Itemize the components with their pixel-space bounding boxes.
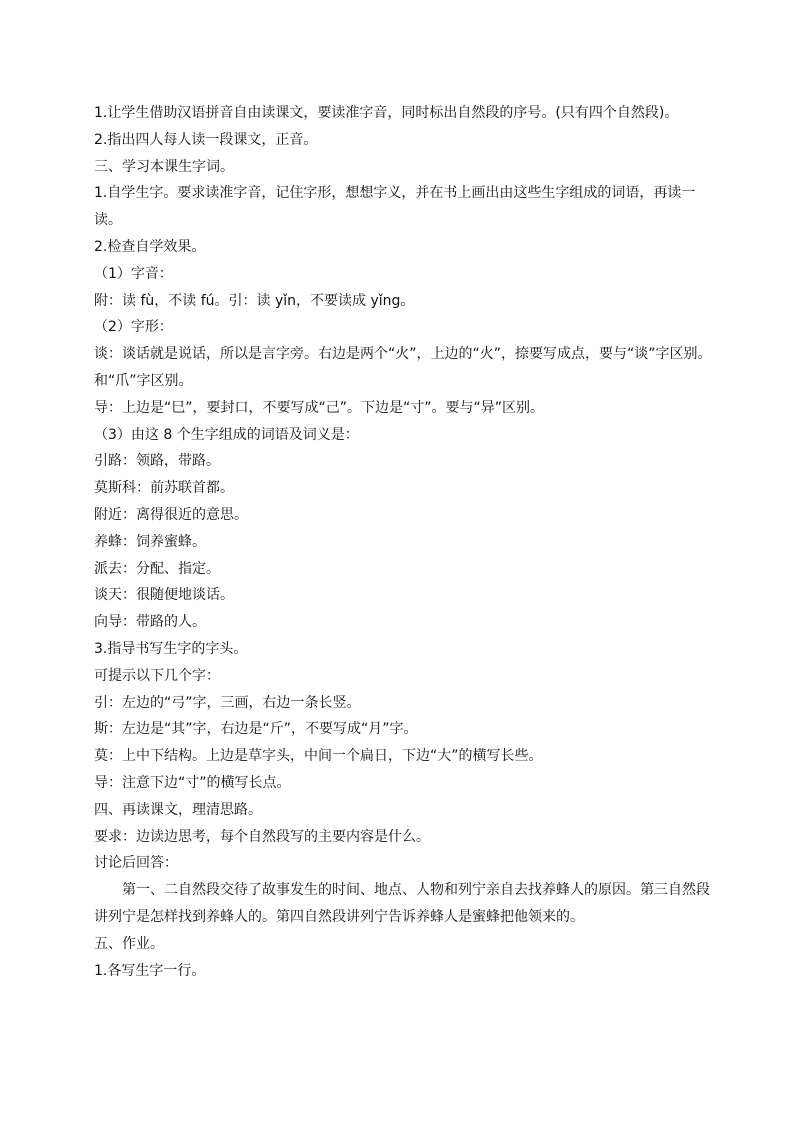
document-body <box>94 100 714 984</box>
text-line-8: （2）字形： <box>94 319 173 336</box>
vocab-item-4: 养蜂：饲养蜜蜂。 <box>94 533 206 550</box>
writing-hint-3: 莫：上中下结构。上边是草字头，中间一个扁日，下边“大”的横写长些。 <box>94 748 543 765</box>
vocab-item-5: 派去：分配、指定。 <box>94 560 220 577</box>
section-heading-5: 五、作业。 <box>94 935 164 952</box>
text-line-11: 导：上边是“巳”，要封口，不要写成“己”。下边是“寸”。要与“异”区别。 <box>94 399 545 416</box>
text-line-5: 2.检查自学效果。 <box>94 238 206 255</box>
answer-paragraph: 第一、二自然段交待了故事发生的时间、地点、人物和列宁亲自去找养蜂人的原因。第三自然段讲列宁是怎样找到养蜂人的。第四自然段讲列宁告诉养蜂人是蜜蜂把他领来的。 <box>94 882 710 925</box>
text-line-20: 3.指导书写生字的字头。 <box>94 640 248 657</box>
section-heading-4: 四、再读课文，理清思路。 <box>94 801 262 818</box>
vocab-item-1: 引路：领路，带路。 <box>94 453 220 470</box>
vocab-item-2: 莫斯科：前苏联首都。 <box>94 480 234 497</box>
section-heading-3: 三、学习本课生字词。 <box>94 158 234 175</box>
text-line-1: 1.让学生借助汉语拼音自由读课文，要读准字音，同时标出自然段的序号。(只有四个自然段)。 <box>94 105 679 121</box>
text-line-28: 讨论后回答： <box>94 855 178 872</box>
text-line-6: （1）字音： <box>94 265 173 282</box>
text-line-12: （3）由这 8 个生字组成的词语及词义是： <box>94 426 359 443</box>
text-line-9: 谈：谈话就是说话，所以是言字旁。右边是两个“火”，上边的“火”，捺要写成点，要与“谈”字区别。 <box>94 346 712 363</box>
text-line-27: 要求：边读边思考，每个自然段写的主要内容是什么。 <box>94 828 430 845</box>
text-line-7: 附：读 fù，不读 fú。引：读 yǐn，不要读成 yǐng。 <box>94 292 415 309</box>
text-line-4: 1.自学生字。要求读准字音，记住字形，想想字义，并在书上画出由这些生字组成的词语，再读一读。 <box>94 185 696 229</box>
vocab-item-3: 附近：离得很近的意思。 <box>94 506 248 523</box>
writing-hint-4: 导：注意下边“寸”的横写长点。 <box>94 774 291 791</box>
vocab-item-6: 谈天：很随便地谈话。 <box>94 587 234 604</box>
writing-hint-2: 斯：左边是“其”字，右边是“斤”，不要写成“月”字。 <box>94 721 418 738</box>
text-line-10: 和“爪”字区别。 <box>94 372 193 389</box>
text-line-21: 可提示以下几个字： <box>94 667 220 684</box>
vocab-item-7: 向导：带路的人。 <box>94 614 206 631</box>
text-line-31: 1.各写生字一行。 <box>94 962 206 979</box>
text-line-2: 2.指出四人每人读一段课文，正音。 <box>94 131 318 148</box>
writing-hint-1: 引：左边的“弓”字，三画，右边一条长竖。 <box>94 694 361 711</box>
